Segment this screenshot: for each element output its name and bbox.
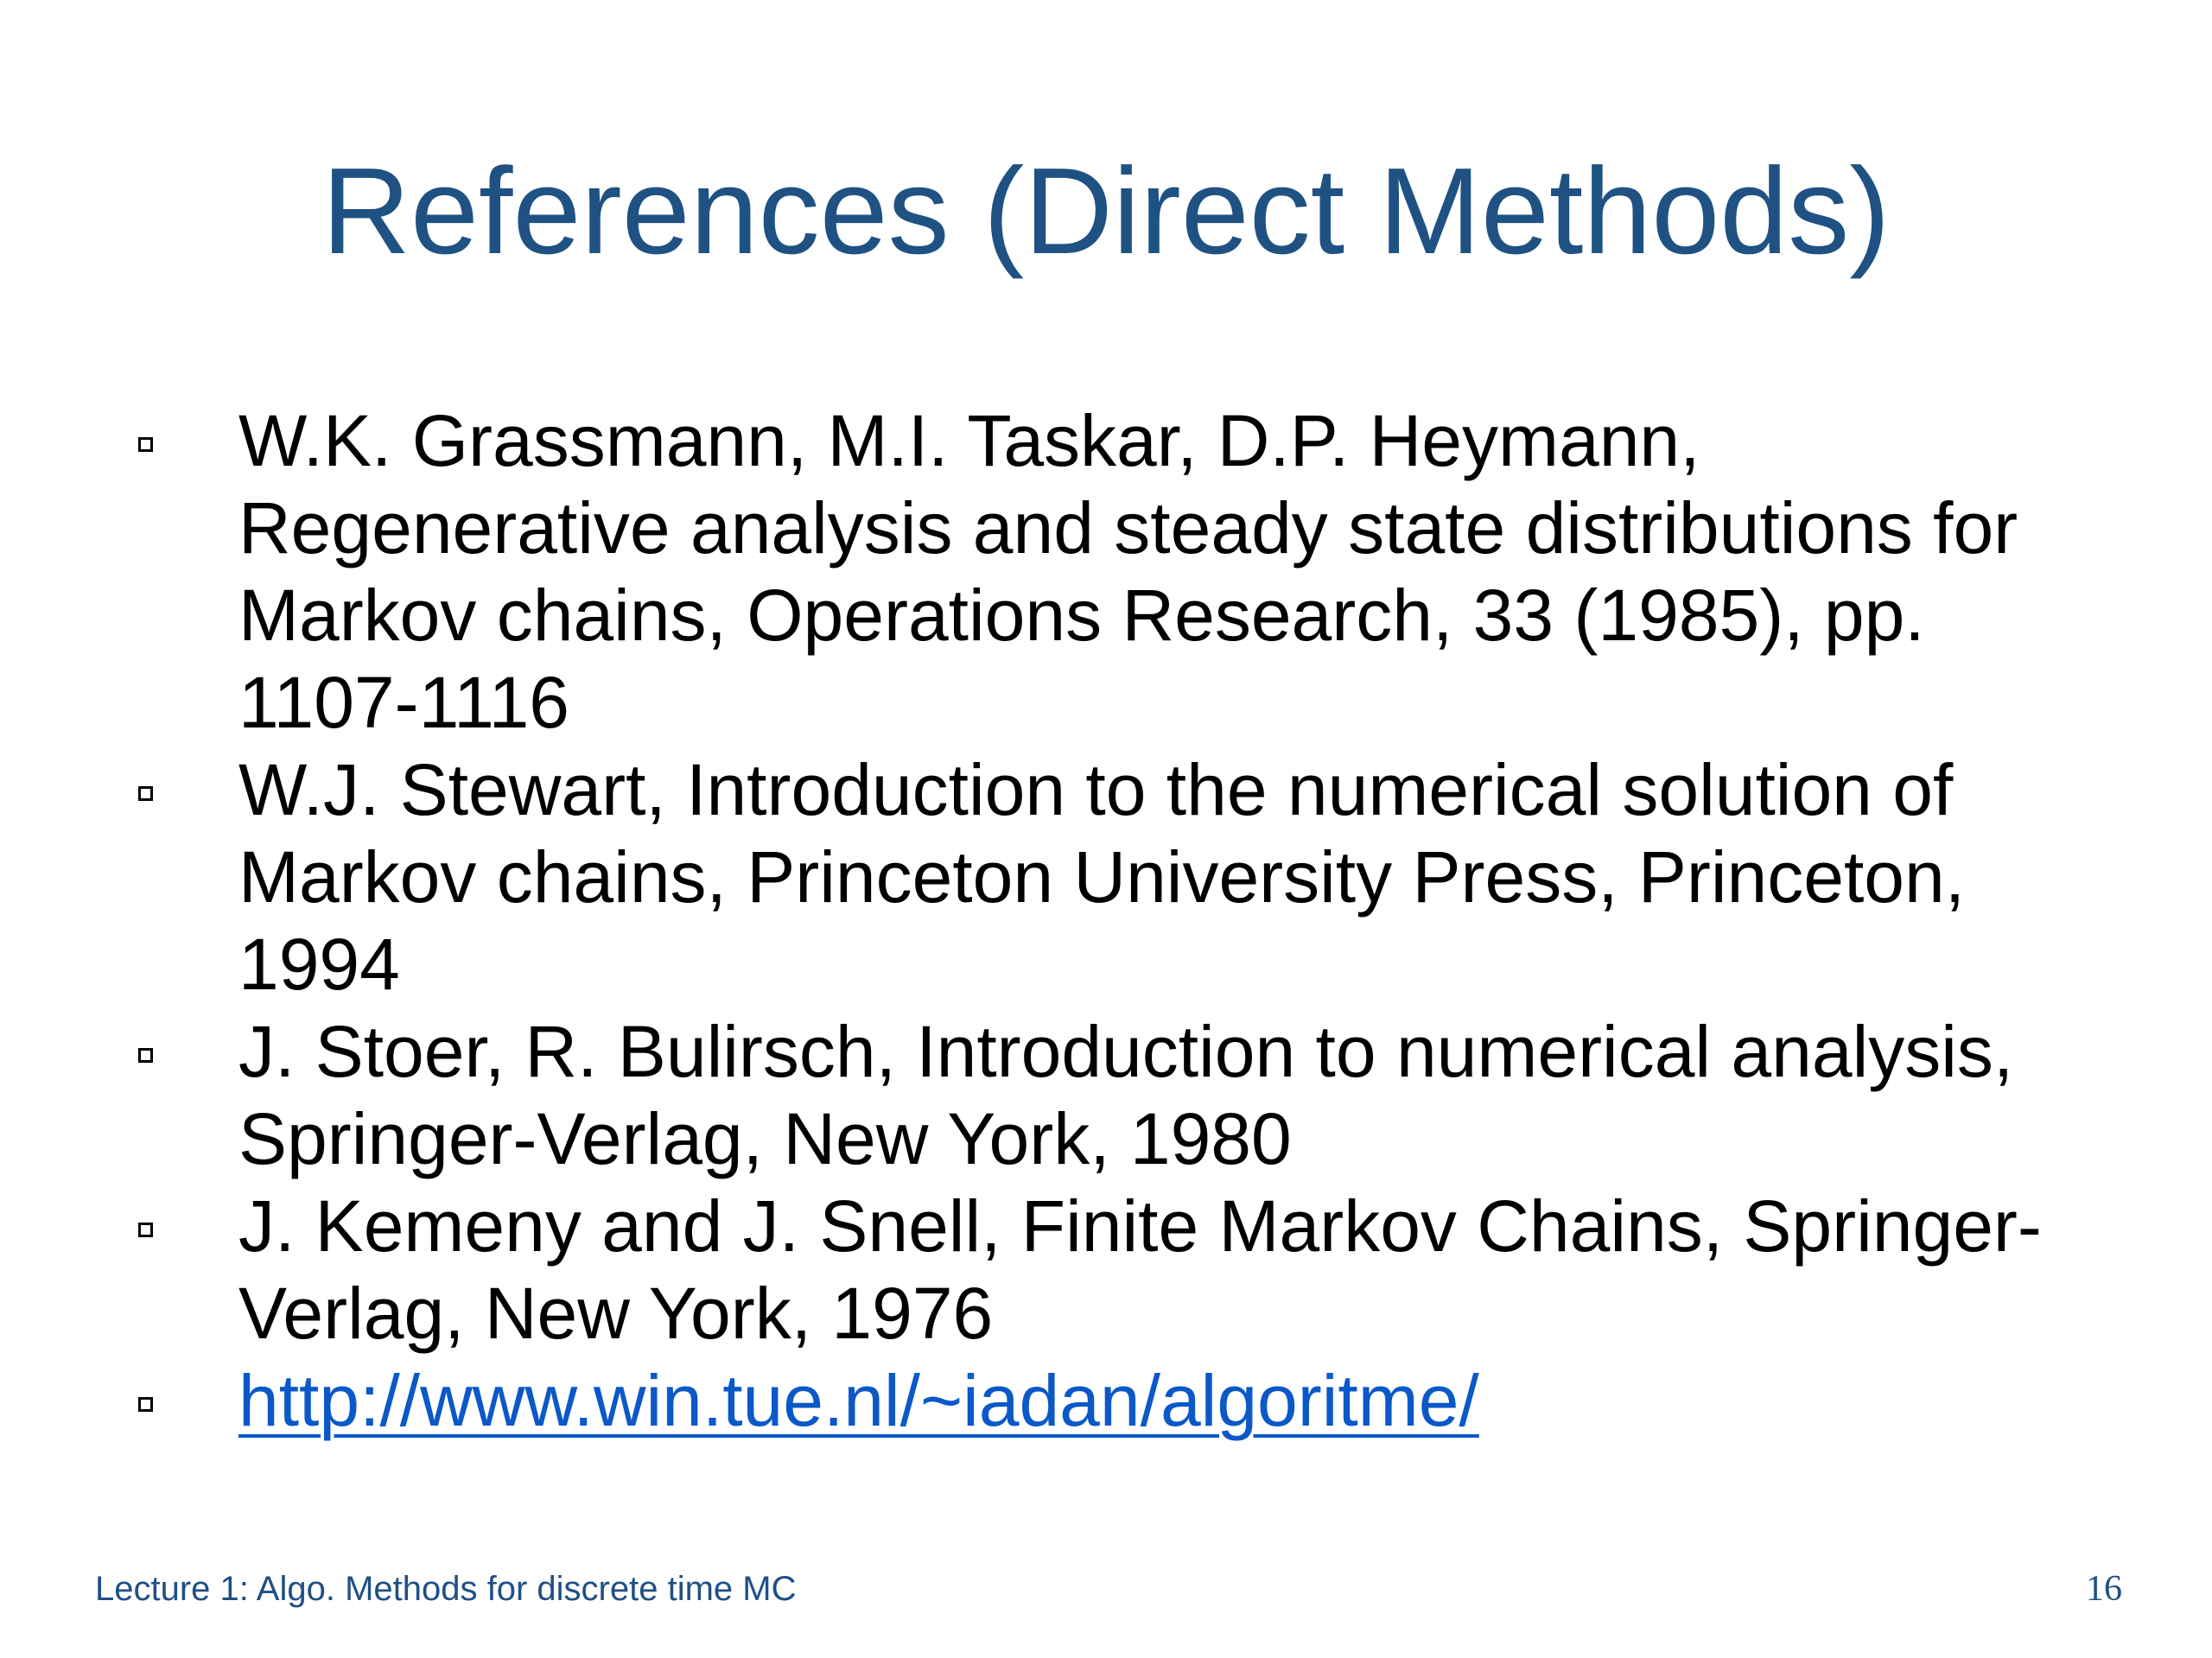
reference-item (121, 1357, 2091, 1445)
reference-item (121, 1008, 2091, 1183)
square-bullet-icon (138, 1223, 153, 1237)
reference-text: J. Stoer, R. Bulirsch, Introduction to numerical analysis, Springer-Verlag, New York, 1980 (238, 1011, 2014, 1179)
footer-text: Lecture 1: Algo. Methods for discrete time MC (95, 1570, 797, 1608)
reference-link[interactable]: http://www.win.tue.nl/~iadan/algoritme/ (238, 1360, 1479, 1441)
square-bullet-icon (138, 1048, 153, 1063)
reference-text: J. Kemeny and J. Snell, Finite Markov Chains, Springer-Verlag, New York, 1976 (238, 1185, 2042, 1354)
references-list (121, 397, 2091, 1445)
square-bullet-icon (138, 437, 153, 452)
reference-text: W.J. Stewart, Introduction to the numerical solution of Markov chains, Princeton University Press, Princeton, 1994 (238, 749, 1966, 1005)
reference-item (121, 1183, 2091, 1357)
reference-item (121, 397, 2091, 746)
square-bullet-icon (138, 786, 153, 801)
reference-item (121, 746, 2091, 1008)
square-bullet-icon (138, 1397, 153, 1412)
slide-title: References (Direct Methods) (321, 143, 1891, 280)
page-number: 16 (2086, 1569, 2122, 1609)
reference-text: W.K. Grassmann, M.I. Taskar, D.P. Heymann, Regenerative analysis and steady state distributions for Markov chains, Operations Research, 33 (1985), pp. 1107-1116 (238, 400, 2018, 743)
